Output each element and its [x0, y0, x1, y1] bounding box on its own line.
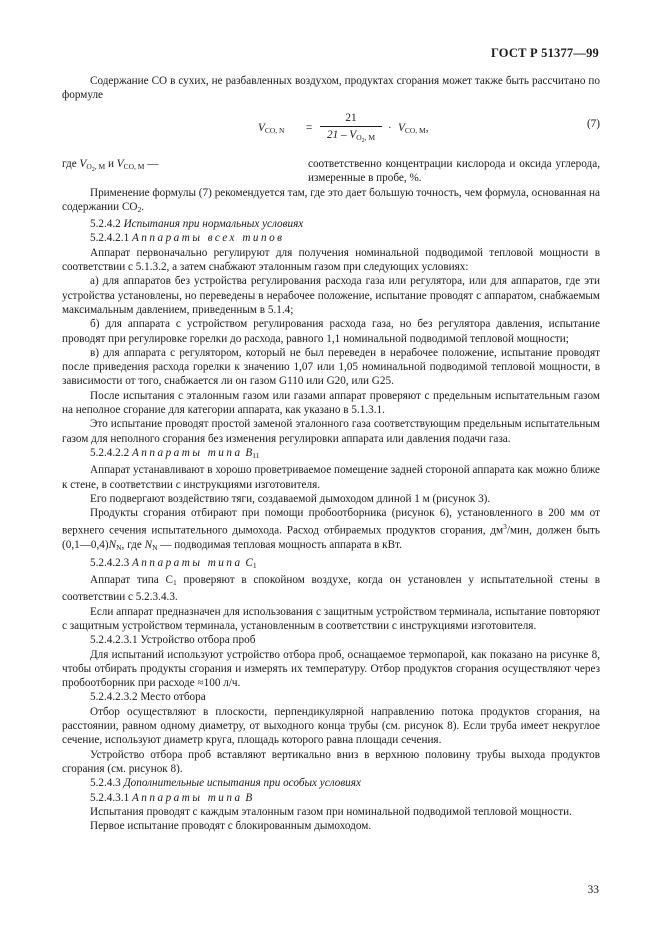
section-5-2-4-2-3-2-heading: 5.2.4.2.3.2 Место отбора	[90, 691, 206, 704]
section-5-2-4-2-3-1-heading: 5.2.4.2.3.1 Устройство отбора проб	[90, 634, 256, 647]
section-5-2-4-2-2-p2: Его подвергают воздействию тяги, создаваемой дымоходом длиной 1 м (рисунок 3).	[90, 492, 491, 505]
where-variables: где $V_{O_2, M}$ и $V_{CO, M}$ —	[62, 157, 159, 173]
formula-lhs: $V_{CO, N}$	[258, 121, 285, 135]
formula-fraction	[320, 111, 382, 149]
section-5-2-4-2-1-text: Аппарат первоначально регулируют для получения номинальной подводимой тепловой мощности в соответствии с 5.1.3.2, а затем снабжают эталонным газом при следующих условиях:	[62, 246, 600, 274]
where-description: соответственно концентрации кислорода и оксида углерода, измеренные в пробе, %.	[308, 157, 600, 184]
section-5-2-4-2-3-heading: 5.2.4.2.3 Аппараты типа $C_1$	[90, 556, 257, 570]
formula-denominator: $21 - V_{O_2, M}$	[326, 128, 376, 144]
section-5-2-4-2-3-1-text: Для испытаний используют устройство отбора проб, оснащаемое термопарой, как показано на рисунке 8, чтобы отбирать продукты сгорания и измерять их температуру. Отбор продуктов сгорания осуществляют через пробоотборник при расходе ≈100 л/ч.	[62, 648, 600, 690]
intro-paragraph: Содержание СО в сухих, не разбавленных воздухом, продуктах сгорания может также быть рассчитано по формуле	[62, 75, 600, 102]
where-clause	[62, 157, 600, 186]
section-5-2-4-3-1-p1: Испытания проводят с каждым эталонным газом при номинальной подводимой тепловой мощности.	[90, 805, 572, 818]
list-item-b: б) для аппарата с устройством регулирования расхода газа, но без регулятора давления, испытание проводят при регулировке горелки до расхода, равного 1,1 номинальной подводимой тепловой мощности;	[62, 318, 600, 345]
section-5-2-4-2-heading: 5.2.4.2 Испытания при нормальных условиях	[90, 218, 304, 231]
section-5-2-4-2-3-p2: Если аппарат предназначен для использования с защитным устройством терминала, испытание повторяют с защитным устройством терминала, установленным в соответствии с инструкциями изготовителя.	[62, 605, 600, 632]
standard-header: ГОСТ Р 51377—99	[490, 46, 599, 60]
section-5-2-4-2-1-heading: 5.2.4.2.1 Аппараты всех типов	[90, 232, 285, 245]
page-number: 33	[587, 884, 599, 896]
page-content	[62, 74, 600, 833]
formula-7	[62, 109, 600, 149]
section-5-2-4-2-3-p1: Аппарат типа $C_1$ проверяют в спокойном воздухе, когда он установлен у испытательной стены в соответствии с 5.2.3.4.3.	[62, 574, 601, 604]
section-5-2-4-3-heading: 5.2.4.3 Дополнительные испытания при особых условиях	[90, 777, 361, 790]
formula-dot: ·	[388, 121, 392, 134]
section-5-2-4-2-3-2-p2: Устройство отбора проб вставляют вертикально вниз в верхнюю половину трубы выхода продуктов сгорания (см. рисунок 8).	[62, 748, 600, 775]
section-5-2-4-2-2-heading: 5.2.4.2.2 Аппараты типа $B_{11}$	[90, 446, 260, 460]
section-5-2-4-3-1-p2: Первое испытание проводят с блокированным дымоходом.	[90, 820, 372, 833]
list-item-c: в) для аппарата с регулятором, который не был переведен в нерабочее положение, испытание проводят после приведения расхода горелки к значению 1,07 или 1,05 номинальной подводимой тепловой мощности, в зависимости от того, снабжается ли он газом G110 или G20, или G25.	[62, 346, 600, 388]
section-5-2-4-2-3-2-p1: Отбор осуществляют в плоскости, перпендикулярной направлению потока продуктов сгорания, на расстоянии, равном одному диаметру, от выходного конца трубы (см. рисунок 8). Если труба имеет некруглое сечение, используют диаметр круга, площадь которого равна площади сечения.	[62, 705, 600, 747]
section-5-2-4-3-1-heading: 5.2.4.3.1 Аппараты типа B	[90, 791, 253, 804]
replacement-paragraph: Это испытание проводят простой заменой эталонного газа соответствующим предельным испытательным газом для неполного сгорания без изменения регулировки аппарата или давления подачи газа.	[62, 418, 600, 445]
formula-use-paragraph: Применение формулы (7) рекомендуется там, где это дает большую точность, чем формула, основанная на содержании $CO_2$.	[62, 186, 600, 214]
formula-rhs: $V_{CO, M}$,	[398, 121, 429, 135]
formula-number: (7)	[586, 117, 600, 130]
section-5-2-4-2-2-p1: Аппарат устанавливают в хорошо проветриваемое помещение задней стороной аппарата как можно ближе к стене, в соответствии с инструкциями изготовителя.	[62, 464, 600, 491]
section-5-2-4-2-2-p3: Продукты сгорания отбирают при помощи пробоотборника (рисунок 6), установленного в 200 мм от верхнего сечения испытательного дымохода. Расход отбираемых продуктов сгорания, $дм^3$/мин, должен быть $(0,1—0,4)N_N$, где $N_N$ — подводимая тепловая мощность аппарата в кВт.	[62, 507, 600, 553]
formula-equals: =	[306, 121, 313, 134]
formula-numerator: 21	[320, 111, 382, 127]
list-item-a: а) для аппаратов без устройства регулирования расхода газа или регулятора, или для аппаратов, где эти устройства установлены, но переведены в нерабочее положение, испытание проводят с аппаратом, снабжаемым максимальным давлением, приведенным в 5.1.4;	[62, 275, 600, 316]
after-test-paragraph: После испытания с эталонным газом или газами аппарат проверяют с предельным испытательным газом на неполное сгорание для категории аппарата, как указано в 5.1.3.1.	[62, 389, 600, 417]
